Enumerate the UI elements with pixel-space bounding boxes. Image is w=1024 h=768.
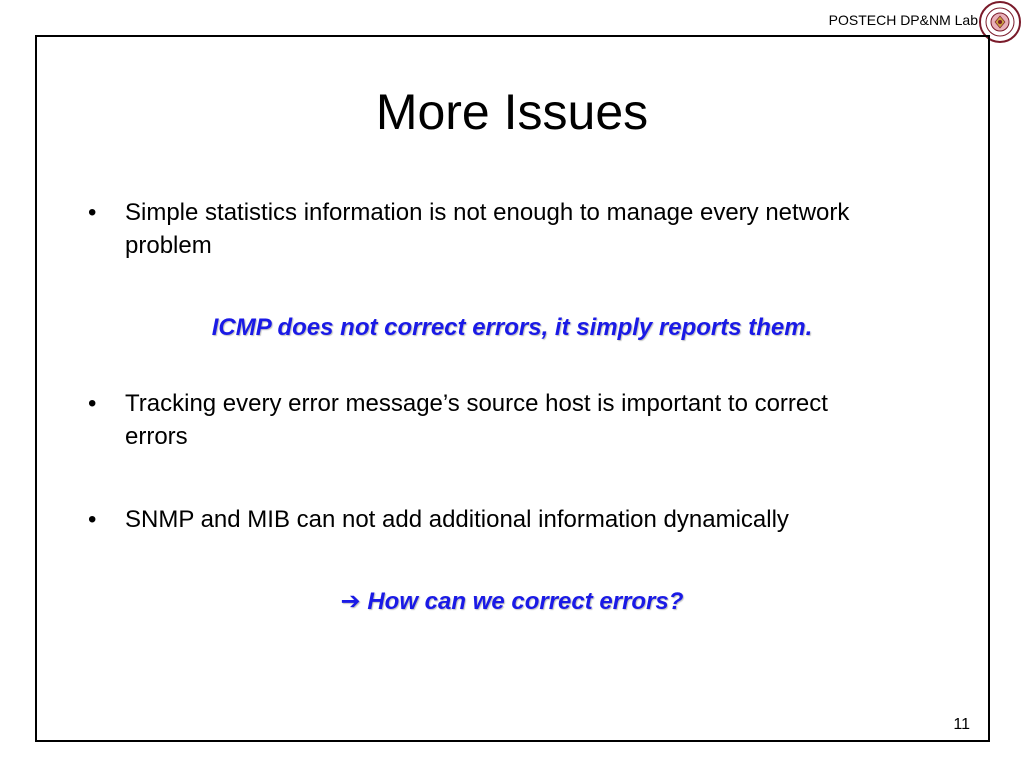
slide-title: More Issues [375,84,649,140]
callout-icmp: ICMP does not correct errors, it simply reports them. [211,314,813,341]
bullet-dot: • [88,506,97,533]
bullet-text: SNMP and MIB can not add additional information dynamically [125,506,789,533]
bullet-item [88,387,888,453]
callout-question-text: How can we correct errors? [367,588,684,615]
bullet-item [88,196,888,262]
page-number: 11 [953,716,970,733]
bullet-text: Simple statistics information is not enough to manage every network problem [125,199,850,259]
arrow-right-icon: ➔ [340,588,361,615]
bullet-dot: • [88,199,97,226]
lab-name: POSTECH DP&NM Lab [828,12,978,28]
bullet-item [88,503,888,536]
bullet-dot: • [88,390,97,417]
bullet-text: Tracking every error message’s source host is important to correct errors [125,390,828,450]
callout-question [0,587,1024,617]
